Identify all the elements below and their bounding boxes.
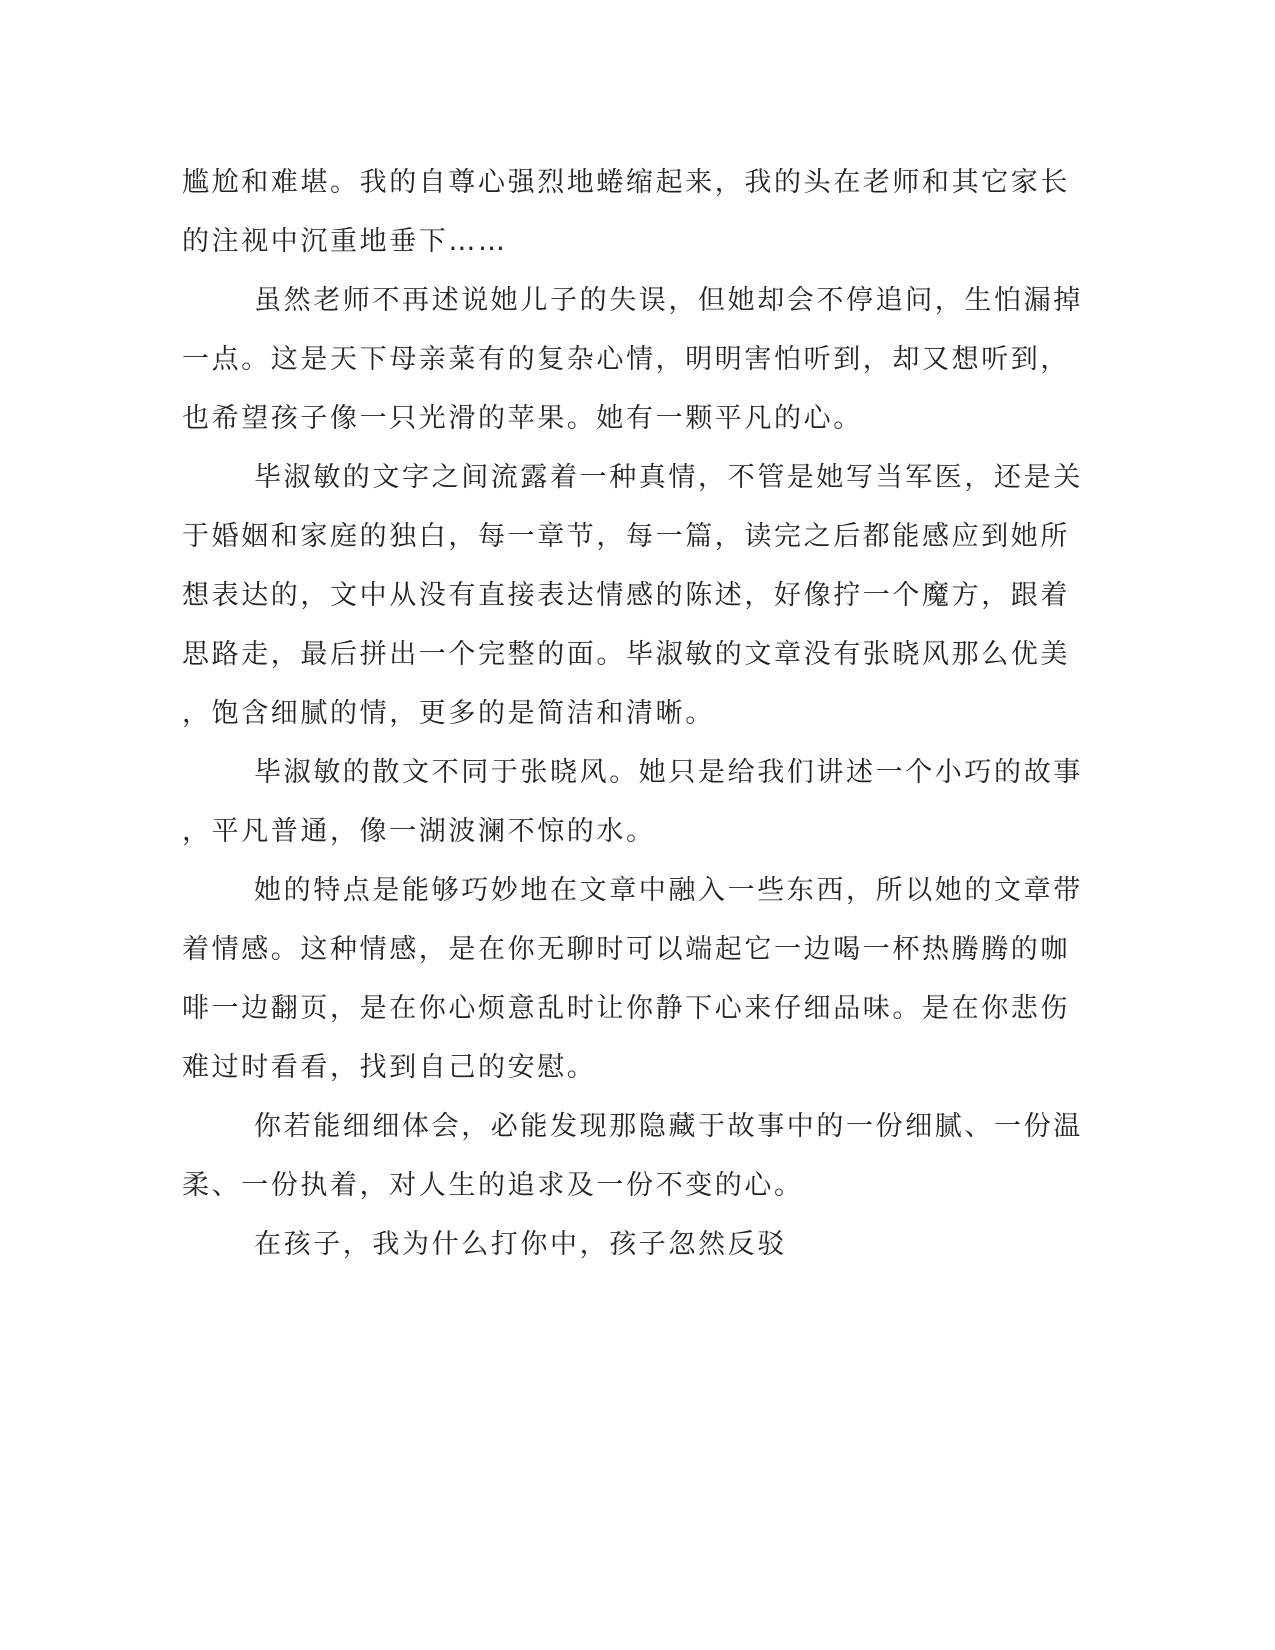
text-line: ，饱含细腻的情，更多的是简洁和清晰。 <box>182 698 715 729</box>
text-line: 于婚姻和家庭的独白，每一章节，每一篇，读完之后都能感应到她所 <box>182 521 1070 552</box>
paragraph-first-line: 虽然老师不再述说她儿子的失误，但她却会不停追问，生怕漏掉 <box>254 285 1083 316</box>
text-line: 着情感。这种情感，是在你无聊时可以端起它一边喝一杯热腾腾的咖 <box>182 934 1070 965</box>
text-line: 难过时看看，找到自己的安慰。 <box>182 1052 597 1083</box>
text-line: 的注视中沉重地垂下…… <box>182 226 508 257</box>
text-line: 想表达的，文中从没有直接表达情感的陈述，好像拧一个魔方，跟着 <box>182 580 1070 611</box>
text-line: 一点。这是天下母亲菜有的复杂心情，明明害怕听到，却又想听到， <box>182 344 1070 375</box>
text-line: ，平凡普通，像一湖波澜不惊的水。 <box>182 816 656 847</box>
paragraph-first-line: 她的特点是能够巧妙地在文章中融入一些东西，所以她的文章带 <box>254 875 1083 906</box>
text-line: 啡一边翻页，是在你心烦意乱时让你静下心来仔细品味。是在你悲伤 <box>182 993 1070 1024</box>
text-line: 思路走，最后拼出一个完整的面。毕淑敏的文章没有张晓风那么优美 <box>182 639 1070 670</box>
body-text <box>182 153 1083 1274</box>
paragraph-first-line: 在孩子，我为什么打你中，孩子忽然反驳 <box>254 1229 787 1260</box>
paragraph-first-line: 你若能细细体会，必能发现那隐藏于故事中的一份细腻、一份温 <box>254 1111 1083 1142</box>
paragraph-first-line: 毕淑敏的文字之间流露着一种真情，不管是她写当军医，还是关 <box>254 462 1083 493</box>
text-line: 尴尬和难堪。我的自尊心强烈地蜷缩起来，我的头在老师和其它家长 <box>182 167 1070 198</box>
paragraph-first-line: 毕淑敏的散文不同于张晓风。她只是给我们讲述一个小巧的故事 <box>254 757 1083 788</box>
text-line: 柔、一份执着，对人生的追求及一份不变的心。 <box>182 1170 804 1201</box>
text-line: 也希望孩子像一只光滑的苹果。她有一颗平凡的心。 <box>182 403 863 434</box>
